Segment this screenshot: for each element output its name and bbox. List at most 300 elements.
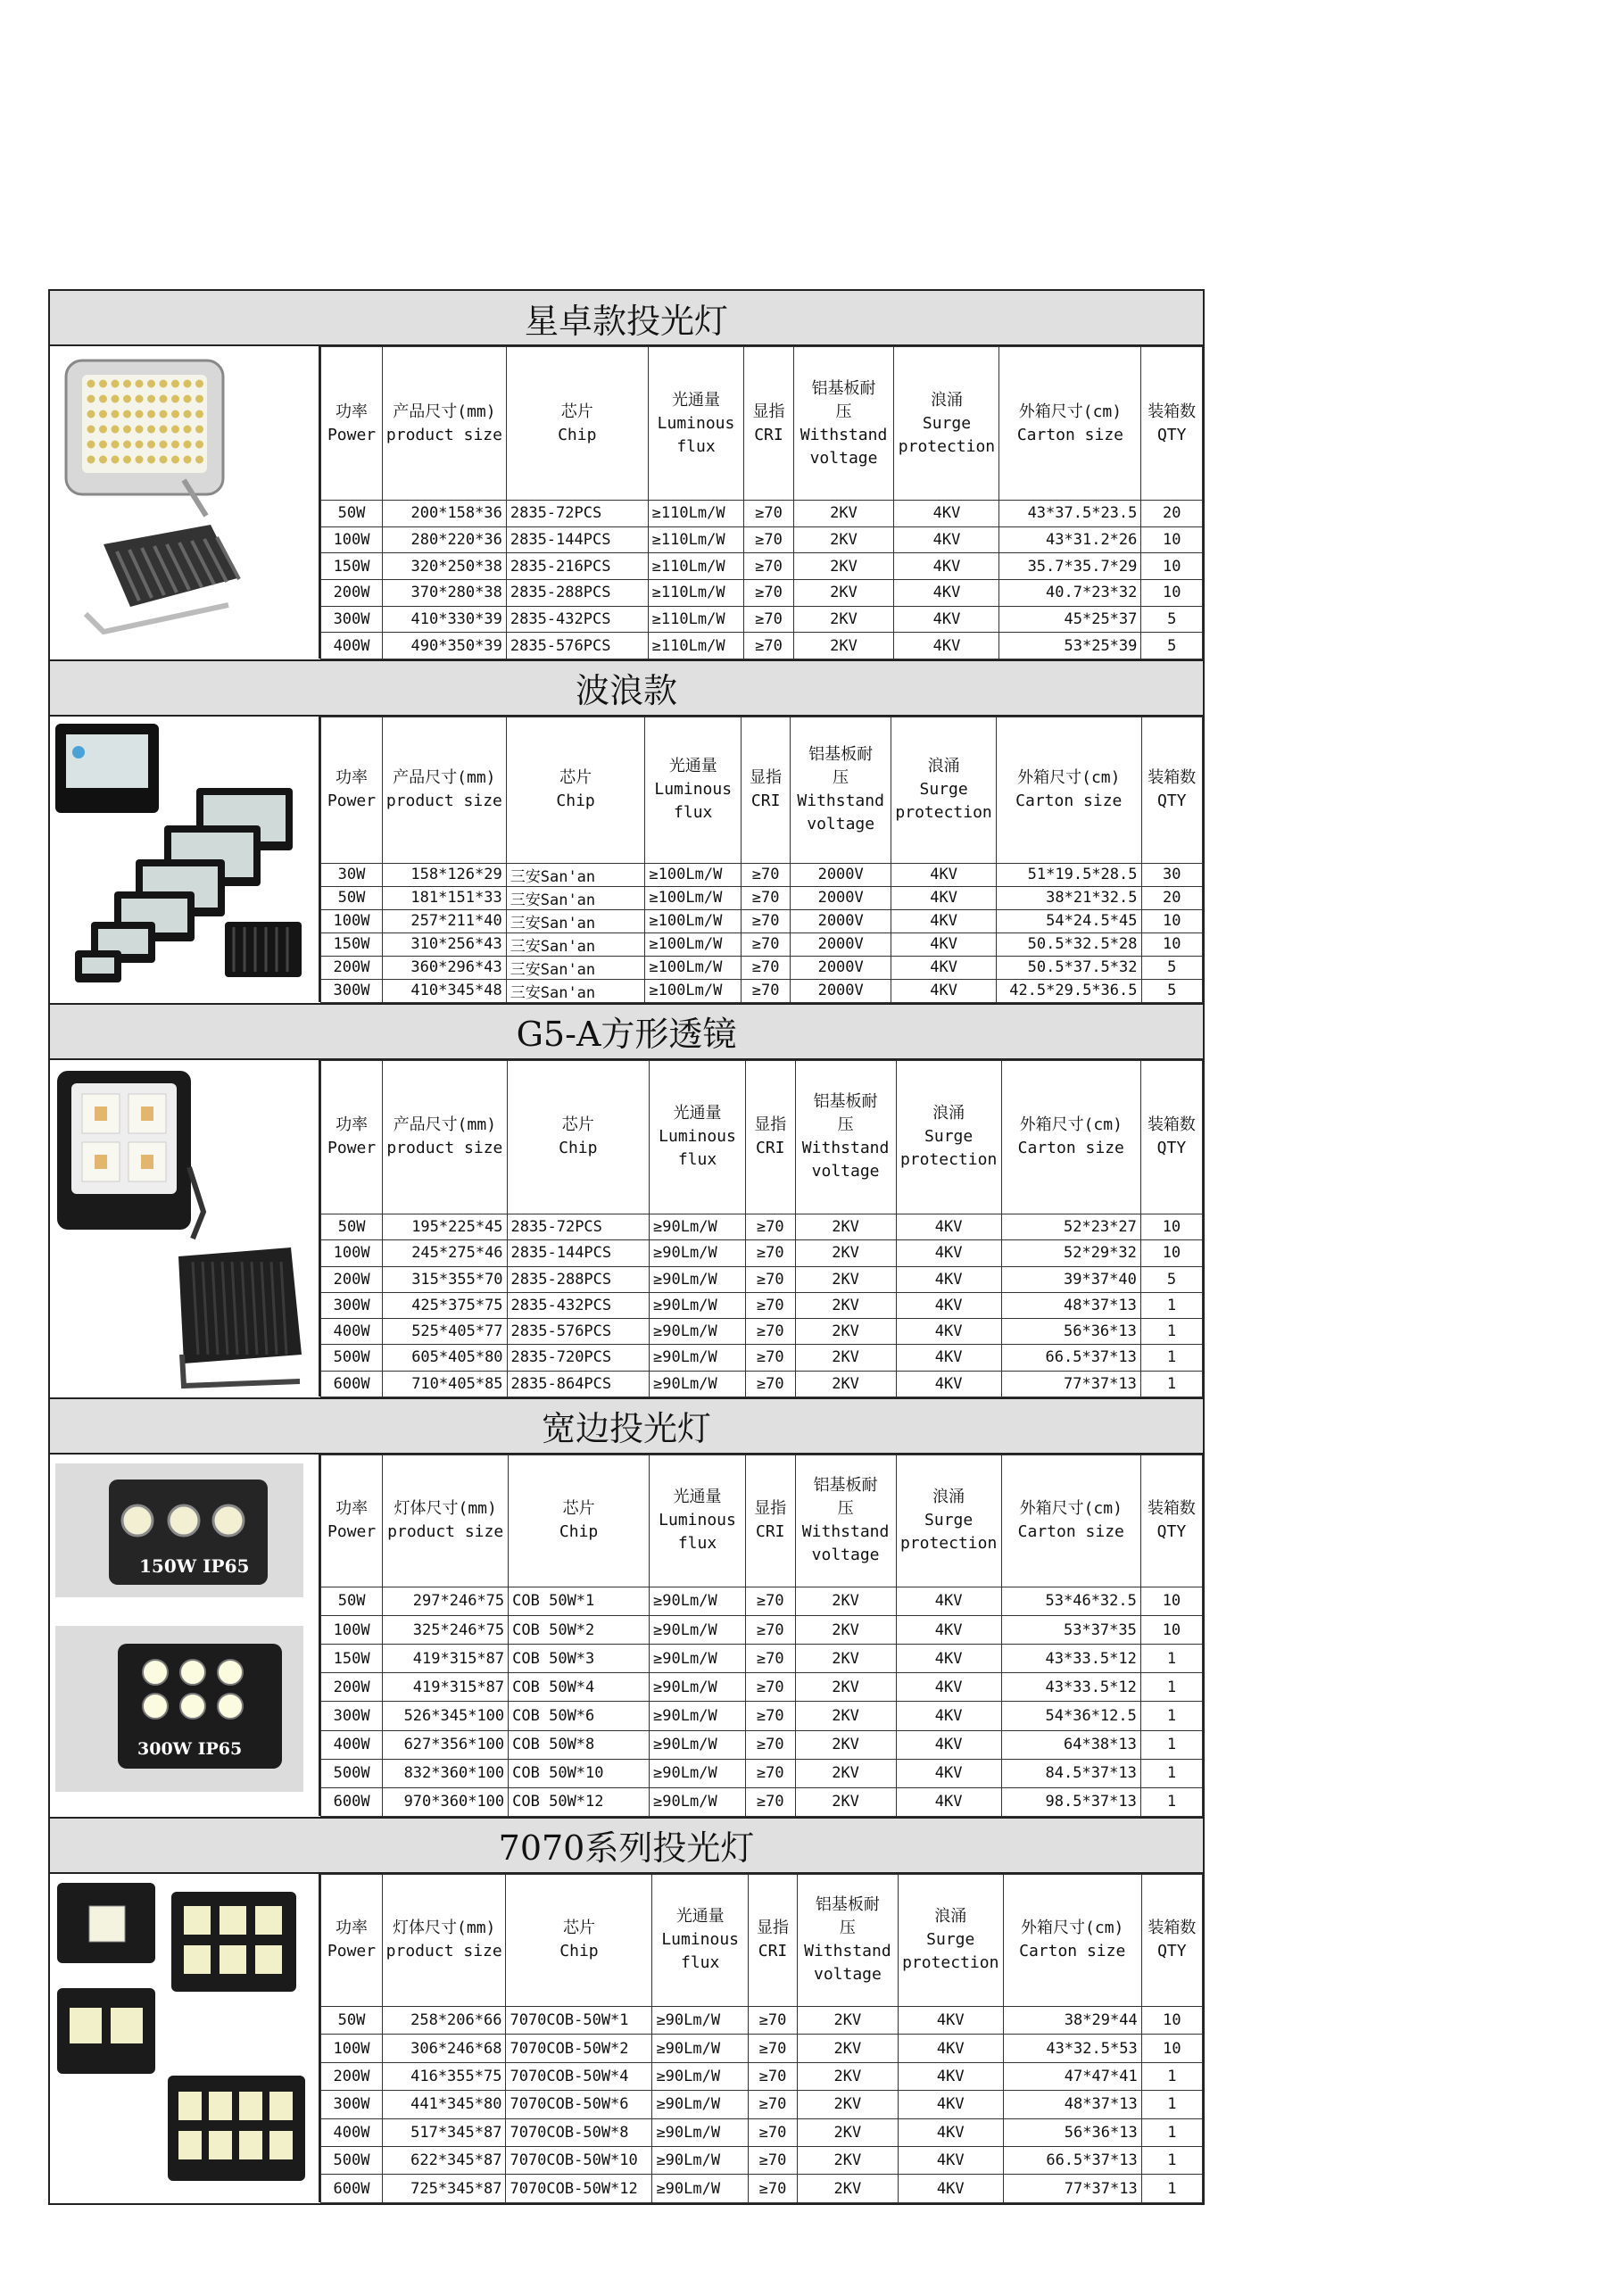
table-cell: 725*345*87 (382, 2175, 506, 2202)
header-cri: 显指 CRI (744, 347, 793, 501)
table-cell: 150W (321, 1645, 383, 1673)
table-cell: ≥110Lm/W (648, 606, 744, 633)
table-cell: 10 (1141, 579, 1203, 606)
table-cell: 10 (1141, 2006, 1202, 2034)
table-cell: COB 50W*12 (509, 1787, 650, 1816)
table-cell: 77*37*13 (1003, 2175, 1141, 2202)
header-surge: 浪涌 Surge protection (894, 347, 999, 501)
header-power: 功率 Power (321, 1455, 383, 1587)
table-row (321, 1587, 1203, 1615)
table-cell: 200W (321, 2062, 383, 2090)
spec-table (320, 1060, 1203, 1397)
table-cell: 45*25*37 (999, 606, 1141, 633)
table-cell: 245*275*46 (383, 1240, 507, 1266)
table-cell: 100W (321, 1240, 383, 1266)
table-cell: ≥90Lm/W (652, 2035, 749, 2062)
table-cell: 627*356*100 (383, 1730, 509, 1759)
section-body (48, 344, 1205, 659)
table-row (321, 863, 1203, 886)
table-cell: 35.7*35.7*29 (999, 553, 1141, 580)
section-title: 波浪款 (48, 659, 1205, 715)
header-flux: 光通量 Luminous flux (652, 1874, 749, 2006)
header-carton: 外箱尺寸(cm) Carton size (1003, 1874, 1141, 2006)
table-cell: 50W (321, 1214, 383, 1239)
table-cell: 315*355*70 (383, 1266, 507, 1292)
table-cell: 200W (321, 1266, 383, 1292)
table-cell: 4KV (894, 553, 999, 580)
product-photo (50, 1455, 319, 1816)
table-row (321, 1702, 1203, 1730)
table-row (321, 2147, 1203, 2175)
table-cell: 158*126*29 (382, 863, 506, 886)
header-qty: 装箱数 QTY (1140, 1060, 1202, 1214)
table-cell: 7070COB-50W*10 (506, 2147, 652, 2175)
badge-300w: 300W IP65 (137, 1738, 243, 1759)
product-photo (50, 1060, 319, 1397)
table-cell: ≥70 (748, 2118, 797, 2146)
table-cell: ≥70 (745, 1266, 795, 1292)
table-cell: 4KV (891, 886, 997, 909)
table-row (321, 1616, 1203, 1645)
table-cell: 43*33.5*12 (1001, 1673, 1140, 1702)
table-row (321, 1371, 1203, 1397)
table-cell: 三安San'an (506, 909, 645, 932)
header-flux: 光通量 Luminous flux (648, 347, 744, 501)
table-cell: 419*315*87 (383, 1673, 509, 1702)
header-row (321, 1874, 1203, 2006)
table-cell: 416*355*75 (382, 2062, 506, 2090)
table-row (321, 1319, 1203, 1345)
table-cell: ≥90Lm/W (650, 1702, 746, 1730)
table-cell: 三安San'an (506, 932, 645, 956)
table-cell: 325*246*75 (383, 1616, 509, 1645)
table-cell: 2835-432PCS (507, 1292, 649, 1318)
table-cell: ≥70 (745, 1345, 795, 1371)
table-cell: 4KV (896, 1266, 1001, 1292)
table-cell: 47*47*41 (1003, 2062, 1141, 2090)
table-cell: 320*250*38 (383, 553, 507, 580)
spec-table (320, 1874, 1203, 2203)
table-cell: ≥90Lm/W (650, 1759, 746, 1787)
table-row (321, 1292, 1203, 1318)
table-cell: 2000V (791, 863, 891, 886)
table-cell: 10 (1141, 2035, 1202, 2062)
table-cell: 4KV (898, 2062, 1003, 2090)
table-cell: 525*405*77 (383, 1319, 507, 1345)
table-cell: 4KV (891, 932, 997, 956)
table-cell: ≥70 (748, 2175, 797, 2202)
table-cell: 5 (1141, 633, 1203, 659)
table-cell: ≥70 (744, 501, 793, 527)
table-cell: ≥110Lm/W (648, 579, 744, 606)
table-cell: 300W (321, 979, 383, 1002)
product-section (48, 1817, 1205, 2203)
table-cell: 1 (1140, 1292, 1202, 1318)
table-cell: 2KV (798, 2006, 899, 2034)
table-cell: 三安San'an (506, 979, 645, 1002)
product-image (50, 1060, 320, 1397)
table-cell: ≥90Lm/W (652, 2091, 749, 2118)
table-cell: 4KV (891, 956, 997, 979)
table-cell: 2000V (791, 886, 891, 909)
table-cell: 4KV (894, 633, 999, 659)
table-cell: ≥70 (745, 1616, 795, 1645)
table-cell: 360*296*43 (382, 956, 506, 979)
table-row (321, 553, 1203, 580)
table-cell: ≥70 (748, 2091, 797, 2118)
table-cell: ≥110Lm/W (648, 501, 744, 527)
table-cell: 52*23*27 (1001, 1214, 1140, 1239)
table-cell: ≥90Lm/W (650, 1787, 746, 1816)
table-cell: 4KV (894, 526, 999, 553)
table-cell: ≥70 (745, 1787, 795, 1816)
table-cell: 43*32.5*53 (1003, 2035, 1141, 2062)
header-row (321, 717, 1203, 863)
table-cell: ≥90Lm/W (652, 2062, 749, 2090)
table-cell: 500W (321, 1345, 383, 1371)
header-withstand: 铝基板耐 压 Withstand voltage (793, 347, 894, 501)
table-cell: 4KV (891, 909, 997, 932)
table-cell: 310*256*43 (382, 932, 506, 956)
table-cell: 200W (321, 956, 383, 979)
table-cell: ≥90Lm/W (650, 1319, 746, 1345)
table-cell: 300W (321, 606, 383, 633)
header-surge: 浪涌 Surge protection (891, 717, 997, 863)
table-row (321, 932, 1203, 956)
table-cell: ≥90Lm/W (650, 1371, 746, 1397)
header-withstand: 铝基板耐 压 Withstand voltage (795, 1060, 896, 1214)
table-cell: 三安San'an (506, 886, 645, 909)
table-cell: 2KV (795, 1616, 896, 1645)
table-row (321, 579, 1203, 606)
table-cell: 53*25*39 (999, 633, 1141, 659)
table-cell: ≥70 (744, 606, 793, 633)
table-cell: 7070COB-50W*4 (506, 2062, 652, 2090)
table-cell: 100W (321, 909, 383, 932)
table-cell: 370*280*38 (383, 579, 507, 606)
section-title: 7070系列投光灯 (48, 1817, 1205, 1872)
table-cell: 2835-432PCS (506, 606, 648, 633)
table-cell: 2835-72PCS (507, 1214, 649, 1239)
product-image (50, 1874, 320, 2202)
table-cell: ≥90Lm/W (650, 1673, 746, 1702)
header-row (321, 1060, 1203, 1214)
table-bottom-border (48, 2203, 1205, 2205)
table-cell: 4KV (896, 1787, 1001, 1816)
header-cri: 显指 CRI (745, 1455, 795, 1587)
table-cell: ≥90Lm/W (652, 2006, 749, 2034)
table-cell: COB 50W*3 (509, 1645, 650, 1673)
table-cell: 410*330*39 (383, 606, 507, 633)
table-cell: 2KV (793, 501, 894, 527)
table-cell: 622*345*87 (382, 2147, 506, 2175)
header-carton: 外箱尺寸(cm) Carton size (1001, 1455, 1140, 1587)
table-cell: 2835-720PCS (507, 1345, 649, 1371)
table-cell: 10 (1141, 932, 1203, 956)
table-cell: 2835-576PCS (506, 633, 648, 659)
table-cell: 4KV (898, 2035, 1003, 2062)
header-carton: 外箱尺寸(cm) Carton size (997, 717, 1141, 863)
table-cell: ≥70 (748, 2006, 797, 2034)
table-cell: 526*345*100 (383, 1702, 509, 1730)
table-cell: 2835-576PCS (507, 1319, 649, 1345)
product-section (48, 1397, 1205, 1817)
table-cell: 5 (1141, 956, 1203, 979)
table-row (321, 1345, 1203, 1371)
table-cell: 53*46*32.5 (1001, 1587, 1140, 1615)
table-cell: ≥90Lm/W (652, 2147, 749, 2175)
table-cell: 400W (321, 1730, 383, 1759)
table-cell: ≥70 (745, 1730, 795, 1759)
table-cell: 4KV (896, 1673, 1001, 1702)
table-cell: ≥70 (742, 932, 791, 956)
header-withstand: 铝基板耐 压 Withstand voltage (795, 1455, 896, 1587)
table-cell: 2KV (795, 1702, 896, 1730)
table-cell: 200W (321, 1673, 383, 1702)
table-cell: ≥100Lm/W (645, 886, 742, 909)
table-cell: 7070COB-50W*1 (506, 2006, 652, 2034)
table-row (321, 1645, 1203, 1673)
table-cell: 7070COB-50W*12 (506, 2175, 652, 2202)
table-cell: COB 50W*6 (509, 1702, 650, 1730)
header-cri: 显指 CRI (748, 1874, 797, 2006)
table-cell: 1 (1141, 2091, 1202, 2118)
table-cell: 30 (1141, 863, 1203, 886)
table-cell: 10 (1140, 1214, 1202, 1239)
section-body (48, 1058, 1205, 1397)
header-flux: 光通量 Luminous flux (650, 1455, 746, 1587)
section-title: 宽边投光灯 (48, 1397, 1205, 1453)
table-cell: 517*345*87 (382, 2118, 506, 2146)
table-cell: COB 50W*1 (509, 1587, 650, 1615)
header-qty: 装箱数 QTY (1141, 1874, 1202, 2006)
table-row (321, 526, 1203, 553)
table-cell: 2KV (795, 1673, 896, 1702)
table-cell: 970*360*100 (383, 1787, 509, 1816)
table-cell: 2000V (791, 979, 891, 1002)
spec-table (320, 1455, 1203, 1817)
table-cell: 4KV (898, 2091, 1003, 2118)
table-cell: 600W (321, 2175, 383, 2202)
header-power: 功率 Power (321, 717, 383, 863)
table-cell: 50.5*32.5*28 (997, 932, 1141, 956)
table-cell: 1 (1140, 1645, 1202, 1673)
table-cell: 181*151*33 (382, 886, 506, 909)
section-body (48, 1872, 1205, 2203)
table-cell: 490*350*39 (383, 633, 507, 659)
table-cell: 10 (1140, 1587, 1202, 1615)
spec-table (320, 717, 1203, 1003)
table-cell: 54*24.5*45 (997, 909, 1141, 932)
table-row (321, 1673, 1203, 1702)
table-cell: COB 50W*4 (509, 1673, 650, 1702)
table-cell: 2KV (795, 1240, 896, 1266)
table-cell: 2835-864PCS (507, 1371, 649, 1397)
header-size: 灯体尺寸(mm) product size (382, 1874, 506, 2006)
table-cell: 10 (1141, 526, 1203, 553)
table-cell: 2KV (793, 553, 894, 580)
table-cell: ≥70 (744, 579, 793, 606)
table-row (321, 956, 1203, 979)
table-cell: 1 (1140, 1371, 1202, 1397)
spec-sheet (48, 289, 1205, 2205)
table-cell: 2KV (798, 2118, 899, 2146)
table-cell: 2KV (795, 1587, 896, 1615)
table-cell: ≥70 (742, 979, 791, 1002)
table-cell: ≥100Lm/W (645, 956, 742, 979)
table-cell: ≥90Lm/W (650, 1730, 746, 1759)
table-cell: ≥90Lm/W (650, 1645, 746, 1673)
table-cell: ≥70 (748, 2035, 797, 2062)
table-cell: 605*405*80 (383, 1345, 507, 1371)
table-cell: 50W (321, 2006, 383, 2034)
table-cell: 400W (321, 2118, 383, 2146)
table-cell: 10 (1140, 1616, 1202, 1645)
table-cell: ≥90Lm/W (650, 1214, 746, 1239)
table-cell: ≥70 (745, 1673, 795, 1702)
table-cell: 2835-144PCS (506, 526, 648, 553)
section-body (48, 715, 1205, 1003)
table-row (321, 1787, 1203, 1816)
table-cell: 4KV (891, 863, 997, 886)
table-cell: 4KV (896, 1616, 1001, 1645)
table-cell: ≥110Lm/W (648, 633, 744, 659)
table-cell: 98.5*37*13 (1001, 1787, 1140, 1816)
table-row (321, 1214, 1203, 1239)
table-cell: 2KV (793, 579, 894, 606)
table-row (321, 501, 1203, 527)
table-cell: 2KV (793, 606, 894, 633)
table-cell: 2000V (791, 956, 891, 979)
table-cell: 7070COB-50W*6 (506, 2091, 652, 2118)
table-row (321, 2006, 1203, 2034)
table-row (321, 886, 1203, 909)
table-cell: 2KV (795, 1214, 896, 1239)
table-cell: 30W (321, 863, 383, 886)
table-cell: 1 (1141, 2147, 1202, 2175)
header-row (321, 1455, 1203, 1587)
table-cell: 500W (321, 1759, 383, 1787)
table-cell: COB 50W*8 (509, 1730, 650, 1759)
table-cell: 400W (321, 633, 383, 659)
table-cell: 4KV (898, 2118, 1003, 2146)
table-cell: 10 (1140, 1240, 1202, 1266)
table-cell: 300W (321, 1292, 383, 1318)
table-cell: 2KV (798, 2062, 899, 2090)
header-surge: 浪涌 Surge protection (898, 1874, 1003, 2006)
product-image (50, 1455, 320, 1816)
table-cell: 297*246*75 (383, 1587, 509, 1615)
table-row (321, 2062, 1203, 2090)
header-chip: 芯片 Chip (506, 347, 648, 501)
table-cell: 50W (321, 886, 383, 909)
table-cell: 200W (321, 579, 383, 606)
table-cell: ≥90Lm/W (650, 1345, 746, 1371)
table-cell: 2835-144PCS (507, 1240, 649, 1266)
header-qty: 装箱数 QTY (1141, 347, 1203, 501)
table-cell: 7070COB-50W*2 (506, 2035, 652, 2062)
table-cell: ≥110Lm/W (648, 526, 744, 553)
table-row (321, 2175, 1203, 2202)
table-cell: ≥70 (745, 1240, 795, 1266)
table-cell: ≥70 (742, 863, 791, 886)
table-row (321, 2091, 1203, 2118)
table-cell: 三安San'an (506, 956, 645, 979)
table-cell: 150W (321, 553, 383, 580)
header-withstand: 铝基板耐 压 Withstand voltage (791, 717, 891, 863)
header-cri: 显指 CRI (742, 717, 791, 863)
table-cell: 4KV (898, 2147, 1003, 2175)
table-cell: 1 (1140, 1345, 1202, 1371)
table-cell: ≥70 (742, 886, 791, 909)
table-row (321, 633, 1203, 659)
header-row (321, 347, 1203, 501)
product-photo (50, 346, 319, 659)
table-cell: 4KV (896, 1319, 1001, 1345)
table-cell: ≥70 (748, 2062, 797, 2090)
header-qty: 装箱数 QTY (1141, 717, 1203, 863)
table-cell: 20 (1141, 886, 1203, 909)
table-row (321, 2035, 1203, 2062)
table-cell: 2KV (795, 1319, 896, 1345)
table-cell: 2KV (795, 1292, 896, 1318)
table-cell: COB 50W*2 (509, 1616, 650, 1645)
table-cell: 1 (1141, 2175, 1202, 2202)
table-cell: 77*37*13 (1001, 1371, 1140, 1397)
table-cell: 1 (1140, 1759, 1202, 1787)
header-chip: 芯片 Chip (509, 1455, 650, 1587)
table-cell: 2000V (791, 909, 891, 932)
table-cell: 100W (321, 526, 383, 553)
table-cell: 66.5*37*13 (1001, 1345, 1140, 1371)
table-cell: ≥70 (742, 909, 791, 932)
table-cell: 195*225*45 (383, 1214, 507, 1239)
table-cell: 43*37.5*23.5 (999, 501, 1141, 527)
header-flux: 光通量 Luminous flux (650, 1060, 746, 1214)
table-cell: 56*36*13 (1003, 2118, 1141, 2146)
table-cell: ≥90Lm/W (652, 2118, 749, 2146)
table-cell: 2KV (798, 2175, 899, 2202)
table-cell: 4KV (896, 1587, 1001, 1615)
table-cell: 710*405*85 (383, 1371, 507, 1397)
table-cell: 600W (321, 1371, 383, 1397)
table-cell: 258*206*66 (382, 2006, 506, 2034)
table-cell: 300W (321, 2091, 383, 2118)
table-cell: ≥70 (744, 633, 793, 659)
header-surge: 浪涌 Surge protection (896, 1060, 1001, 1214)
table-cell: 42.5*29.5*36.5 (997, 979, 1141, 1002)
table-cell: 5 (1141, 979, 1203, 1002)
header-chip: 芯片 Chip (506, 1874, 652, 2006)
table-row (321, 909, 1203, 932)
table-cell: 50.5*37.5*32 (997, 956, 1141, 979)
table-cell: 64*38*13 (1001, 1730, 1140, 1759)
table-cell: ≥70 (744, 553, 793, 580)
table-cell: 280*220*36 (383, 526, 507, 553)
table-cell: ≥70 (745, 1319, 795, 1345)
table-cell: ≥70 (745, 1702, 795, 1730)
table-cell: 2KV (795, 1266, 896, 1292)
table-cell: 1 (1141, 2118, 1202, 2146)
table-cell: ≥70 (745, 1759, 795, 1787)
table-cell: 832*360*100 (383, 1759, 509, 1787)
table-cell: 410*345*48 (382, 979, 506, 1002)
table-cell: 10 (1141, 909, 1203, 932)
table-cell: 2KV (795, 1371, 896, 1397)
table-cell: 43*31.2*26 (999, 526, 1141, 553)
table-cell: 1 (1140, 1673, 1202, 1702)
table-row (321, 979, 1203, 1002)
